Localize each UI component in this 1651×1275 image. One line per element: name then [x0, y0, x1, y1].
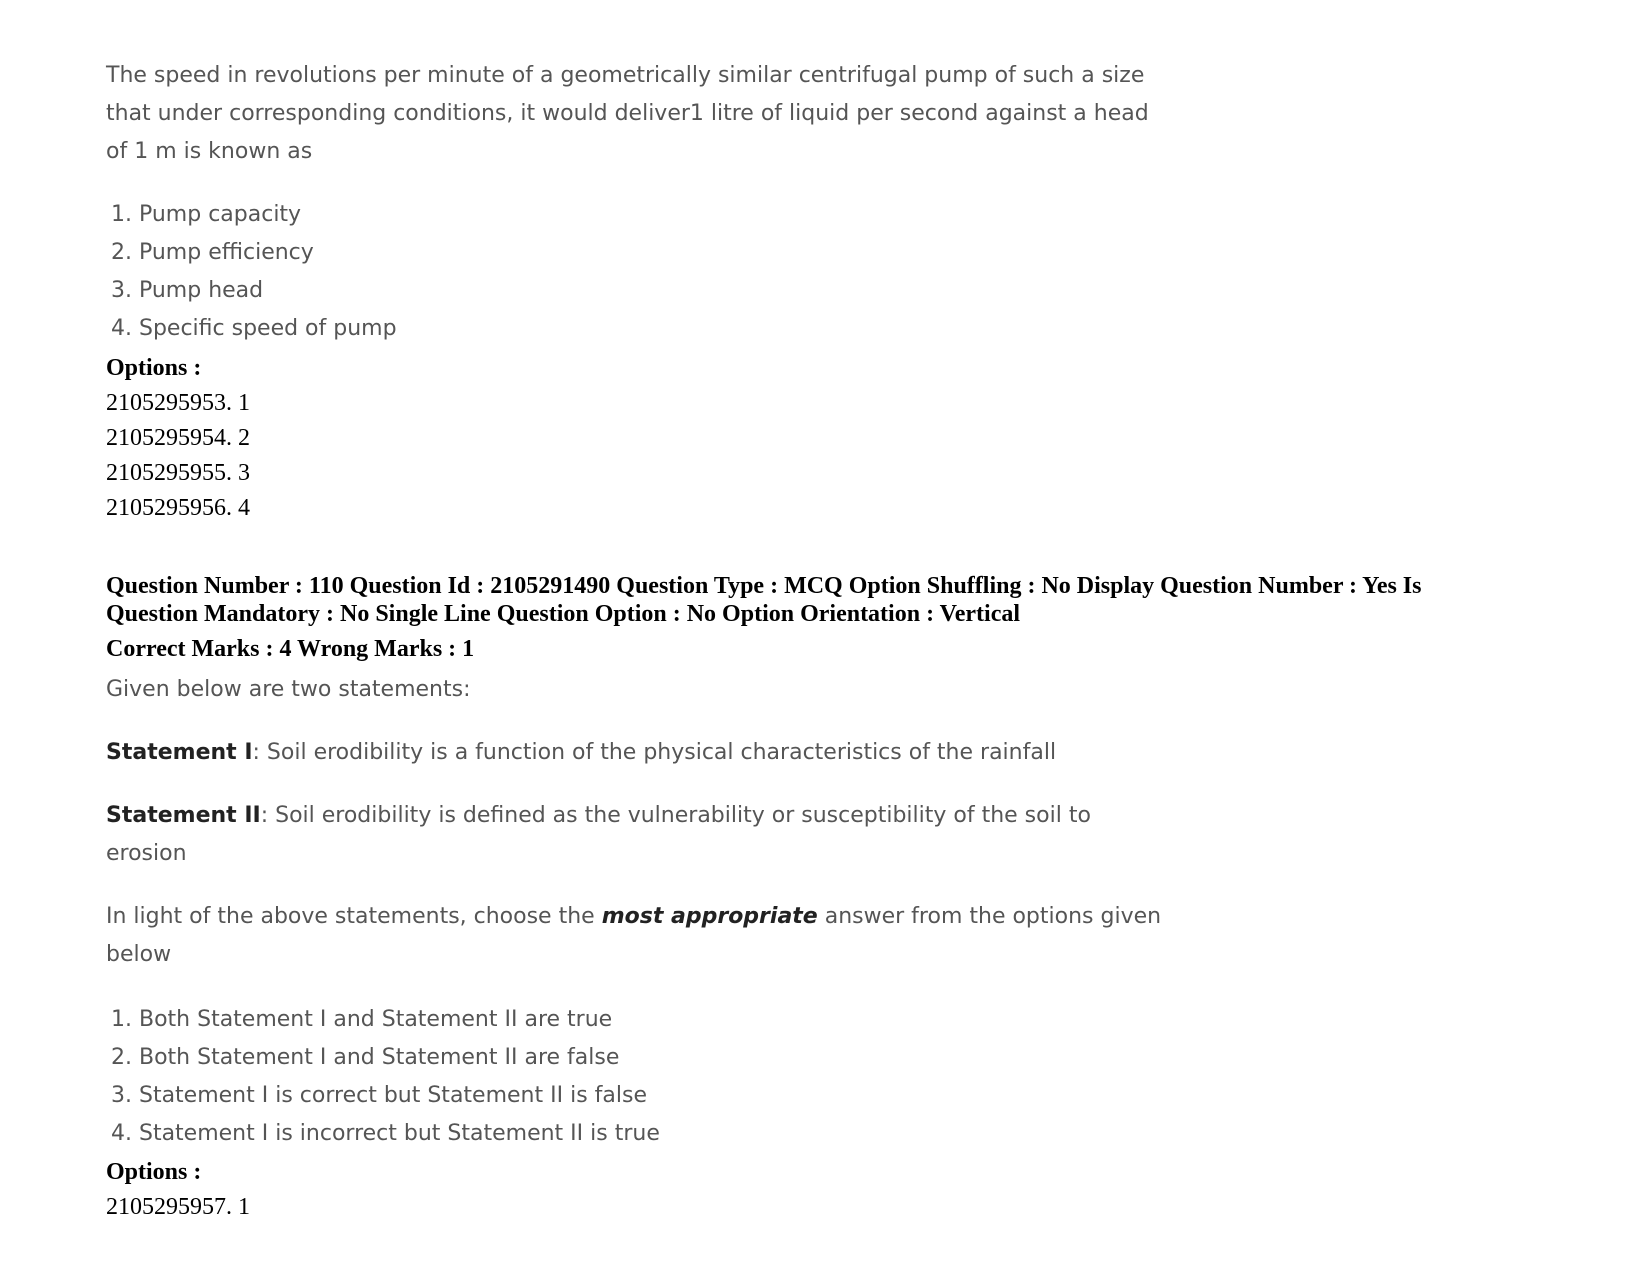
- choice-item: 1. Both Statement I and Statement II are true: [111, 1007, 613, 1032]
- instruction-continuation: below: [106, 942, 172, 967]
- option-id: 2105295956. 4: [106, 495, 250, 521]
- option-id: 2105295957. 1: [106, 1194, 250, 1220]
- instruction-line: [106, 904, 1161, 929]
- statement-2-label: Statement II: [106, 803, 261, 828]
- statement-1-label: Statement I: [106, 740, 253, 765]
- options-label: Options :: [106, 355, 202, 381]
- option-id: 2105295955. 3: [106, 460, 250, 486]
- choice-item: 3. Pump head: [111, 278, 264, 303]
- choice-item: 3. Statement I is correct but Statement II is false: [111, 1083, 647, 1108]
- options-label: Options :: [106, 1159, 202, 1185]
- instruction-text: In light of the above statements, choose the: [106, 904, 602, 929]
- option-id: 2105295954. 2: [106, 425, 250, 451]
- instruction-text: answer from the options given: [817, 904, 1162, 929]
- question-stem-line: The speed in revolutions per minute of a geometrically similar centrifugal pump of such a size: [106, 63, 1145, 88]
- question-stem-line: of 1 m is known as: [106, 139, 313, 164]
- choice-item: 2. Pump efficiency: [111, 240, 314, 265]
- question-meta-line: Question Number : 110 Question Id : 2105291490 Question Type : MCQ Option Shuffling : No Display Question Number : Yes Is: [106, 573, 1422, 599]
- statement-1: [106, 740, 1056, 765]
- statement-2-continuation: erosion: [106, 841, 187, 866]
- choice-item: 4. Specific speed of pump: [111, 316, 397, 341]
- statement-2: [106, 803, 1091, 828]
- statement-2-text: : Soil erodibility is defined as the vulnerability or susceptibility of the soil to: [260, 803, 1091, 828]
- choice-item: 1. Pump capacity: [111, 202, 302, 227]
- question-stem-line: that under corresponding conditions, it would deliver1 litre of liquid per second against a head: [106, 101, 1149, 126]
- option-id: 2105295953. 1: [106, 390, 250, 416]
- choice-item: 4. Statement I is incorrect but Statement II is true: [111, 1121, 660, 1146]
- instruction-emphasis: most appropriate: [601, 904, 818, 929]
- question-meta-line: Question Mandatory : No Single Line Question Option : No Option Orientation : Vertical: [106, 601, 1021, 627]
- marks-line: Correct Marks : 4 Wrong Marks : 1: [106, 636, 475, 662]
- statement-1-text: : Soil erodibility is a function of the physical characteristics of the rainfall: [252, 740, 1057, 765]
- statements-intro: Given below are two statements:: [106, 677, 471, 702]
- choice-item: 2. Both Statement I and Statement II are false: [111, 1045, 620, 1070]
